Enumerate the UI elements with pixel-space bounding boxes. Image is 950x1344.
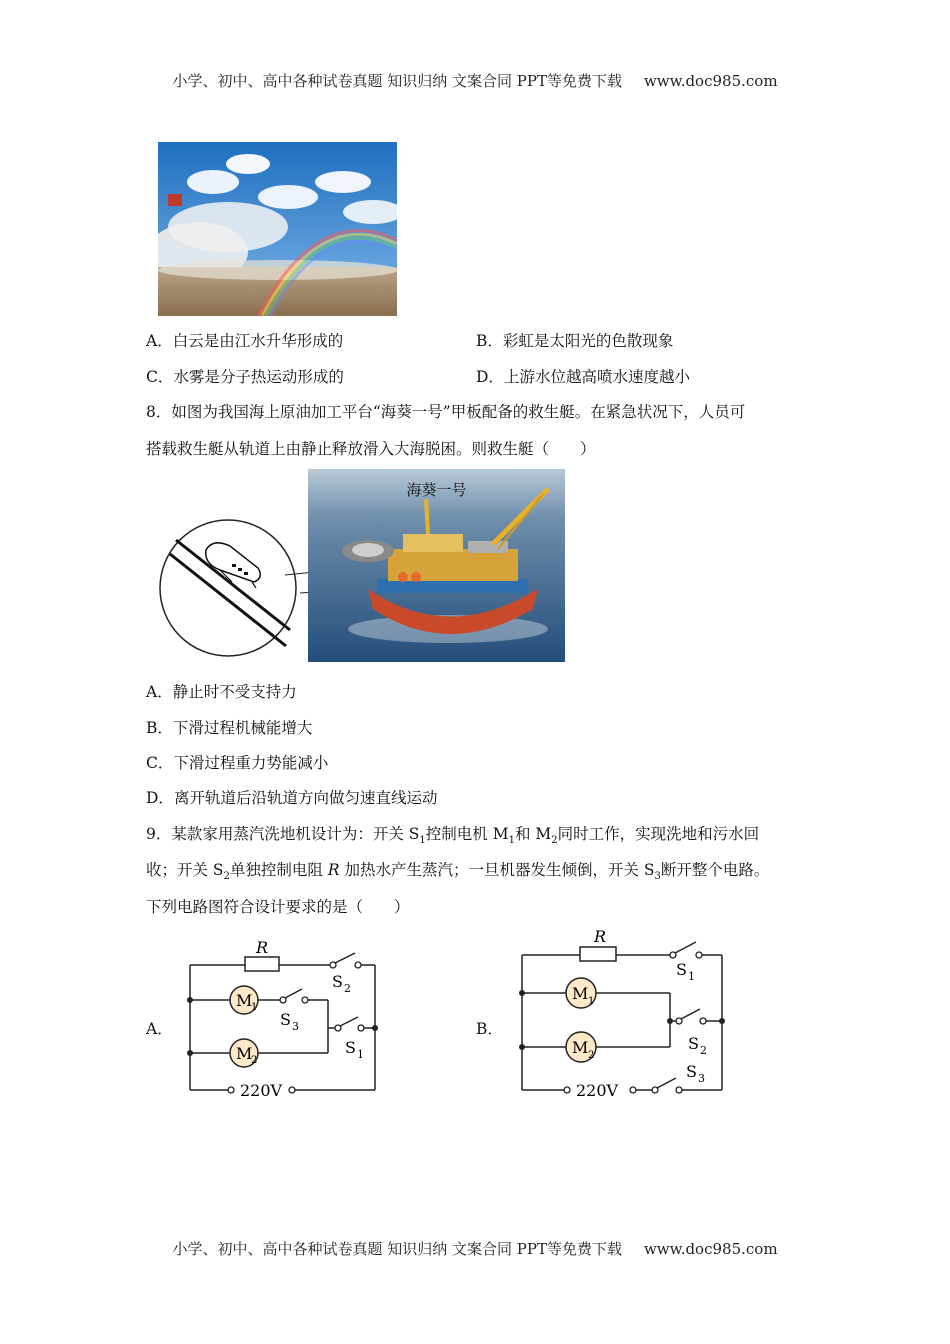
svg-text:S: S — [688, 1034, 699, 1053]
svg-text:1: 1 — [251, 1002, 258, 1013]
platform-caption: 海葵一号 — [406, 481, 467, 499]
svg-text:2: 2 — [344, 982, 351, 995]
footer-text: 小学、初中、高中各种试卷真题 知识归纳 文案合同 PPT等免费下载 — [172, 1240, 622, 1258]
svg-text:M: M — [572, 1038, 589, 1057]
svg-text:220V: 220V — [576, 1081, 619, 1100]
circuit-b-diagram — [512, 925, 737, 1105]
svg-text:2: 2 — [588, 1050, 595, 1061]
svg-text:3: 3 — [292, 1020, 299, 1033]
svg-text:3: 3 — [698, 1072, 705, 1085]
q9-stem-line1: 9．某款家用蒸汽洗地机设计为：开关 $S_1$控制电机 $M_1$和 $M_2$同时工作，实现洗地和污水回 — [146, 825, 760, 847]
svg-text:M: M — [236, 991, 253, 1010]
svg-text:S: S — [332, 972, 343, 991]
svg-text:1: 1 — [688, 970, 695, 983]
svg-text:1: 1 — [588, 996, 595, 1007]
q8-option-a[interactable]: A．静止时不受支持力 — [146, 683, 297, 701]
q8-option-d[interactable]: D．离开轨道后沿轨道方向做匀速直线运动 — [146, 789, 438, 807]
q8-zoom-circle — [158, 518, 298, 658]
circuit-a-label[interactable]: A． — [146, 1020, 173, 1038]
q9-stem-line2: 收；开关 $S_2$单独控制电阻 R 加热水产生蒸汽；一旦机器发生倾倒，开关 $S_3$断开整个电路。 — [146, 861, 770, 883]
svg-text:R: R — [594, 927, 607, 946]
circuit-a-diagram — [180, 935, 390, 1105]
svg-text:220V: 220V — [240, 1081, 283, 1100]
q8-option-b[interactable]: B．下滑过程机械能增大 — [146, 719, 313, 737]
svg-text:M: M — [572, 984, 589, 1003]
resistor-r-label: R — [256, 938, 269, 957]
svg-text:M: M — [236, 1044, 253, 1063]
q8-stem-line2: 搭载救生艇从轨道上由静止释放滑入大海脱困。则救生艇（ ） — [146, 440, 596, 458]
page-header — [0, 70, 950, 91]
svg-text:S: S — [280, 1010, 291, 1029]
svg-text:S: S — [686, 1062, 697, 1081]
q9-stem-line3: 下列电路图符合设计要求的是（ ） — [146, 898, 410, 916]
q7-option-b[interactable]: B．彩虹是太阳光的色散现象 — [476, 332, 674, 350]
q8-option-c[interactable]: C．下滑过程重力势能减小 — [146, 754, 329, 772]
q7-option-d[interactable]: D．上游水位越高喷水速度越小 — [476, 368, 690, 386]
q7-option-c[interactable]: C．水雾是分子热运动形成的 — [146, 368, 344, 386]
svg-text:1: 1 — [357, 1048, 364, 1061]
oil-platform-photo — [308, 469, 565, 662]
svg-text:S: S — [345, 1038, 356, 1057]
circuit-b-label[interactable]: B． — [476, 1020, 503, 1038]
svg-text:2: 2 — [700, 1044, 707, 1057]
footer-url[interactable]: www.doc985.com — [643, 1240, 778, 1258]
rainbow-photo — [158, 142, 397, 316]
header-url[interactable]: www.doc985.com — [643, 72, 778, 90]
svg-text:2: 2 — [251, 1055, 258, 1066]
svg-text:S: S — [676, 960, 687, 979]
header-text: 小学、初中、高中各种试卷真题 知识归纳 文案合同 PPT等免费下载 — [172, 72, 622, 90]
q8-stem-line1: 8．如图为我国海上原油加工平台“海葵一号”甲板配备的救生艇。在紧急状况下，人员可 — [146, 403, 746, 421]
q7-option-a[interactable]: A．白云是由江水升华形成的 — [146, 332, 344, 350]
page-footer — [0, 1238, 950, 1259]
